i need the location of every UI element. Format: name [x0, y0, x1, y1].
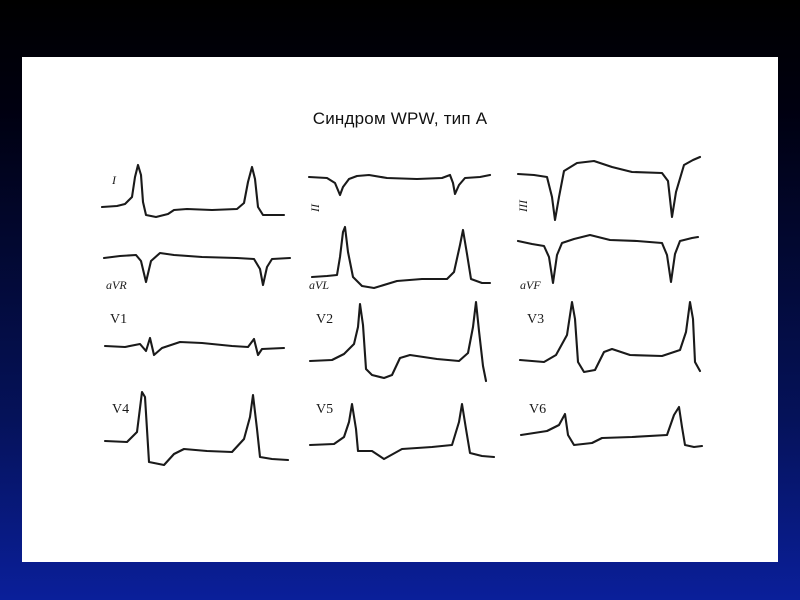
lead-label-V4: V4	[112, 402, 130, 417]
ecg-trace-V6	[521, 407, 702, 447]
lead-label-V3: V3	[527, 312, 545, 327]
slide-panel	[22, 57, 778, 562]
lead-V3	[520, 302, 700, 372]
ecg-trace-aVL	[312, 227, 490, 288]
lead-label-II: II	[308, 204, 322, 212]
ecg-trace-V3	[520, 302, 700, 372]
lead-V4	[105, 392, 288, 465]
lead-III	[516, 157, 700, 220]
lead-label-aVF: aVF	[520, 278, 541, 292]
ecg-trace-V5	[310, 404, 494, 459]
slide-title: Синдром WPW, тип А	[312, 109, 488, 128]
ecg-trace-aVR	[104, 253, 290, 285]
lead-aVL	[309, 227, 490, 292]
ecg-trace-II	[309, 175, 490, 195]
ecg-trace-aVF	[518, 235, 698, 283]
ecg-trace-V1	[105, 338, 284, 355]
lead-label-V5: V5	[316, 402, 334, 417]
lead-V5	[310, 402, 494, 459]
lead-V1	[105, 312, 284, 355]
lead-label-V2: V2	[316, 312, 334, 327]
lead-label-aVL: aVL	[309, 278, 330, 292]
lead-label-V1: V1	[110, 312, 128, 327]
lead-aVR	[104, 253, 290, 292]
lead-V2	[310, 302, 486, 381]
lead-II	[308, 175, 490, 213]
lead-V6	[521, 402, 702, 447]
ecg-grid	[22, 57, 778, 562]
ecg-trace-V4	[105, 392, 288, 465]
lead-label-aVR: aVR	[106, 278, 127, 292]
lead-label-V6: V6	[529, 402, 547, 417]
ecg-trace-III	[518, 157, 700, 220]
lead-label-I: I	[112, 173, 116, 187]
lead-I	[102, 165, 284, 217]
ecg-trace-I	[102, 165, 284, 217]
ecg-trace-V2	[310, 302, 486, 381]
lead-label-III: III	[516, 200, 530, 212]
lead-aVF	[518, 235, 698, 292]
